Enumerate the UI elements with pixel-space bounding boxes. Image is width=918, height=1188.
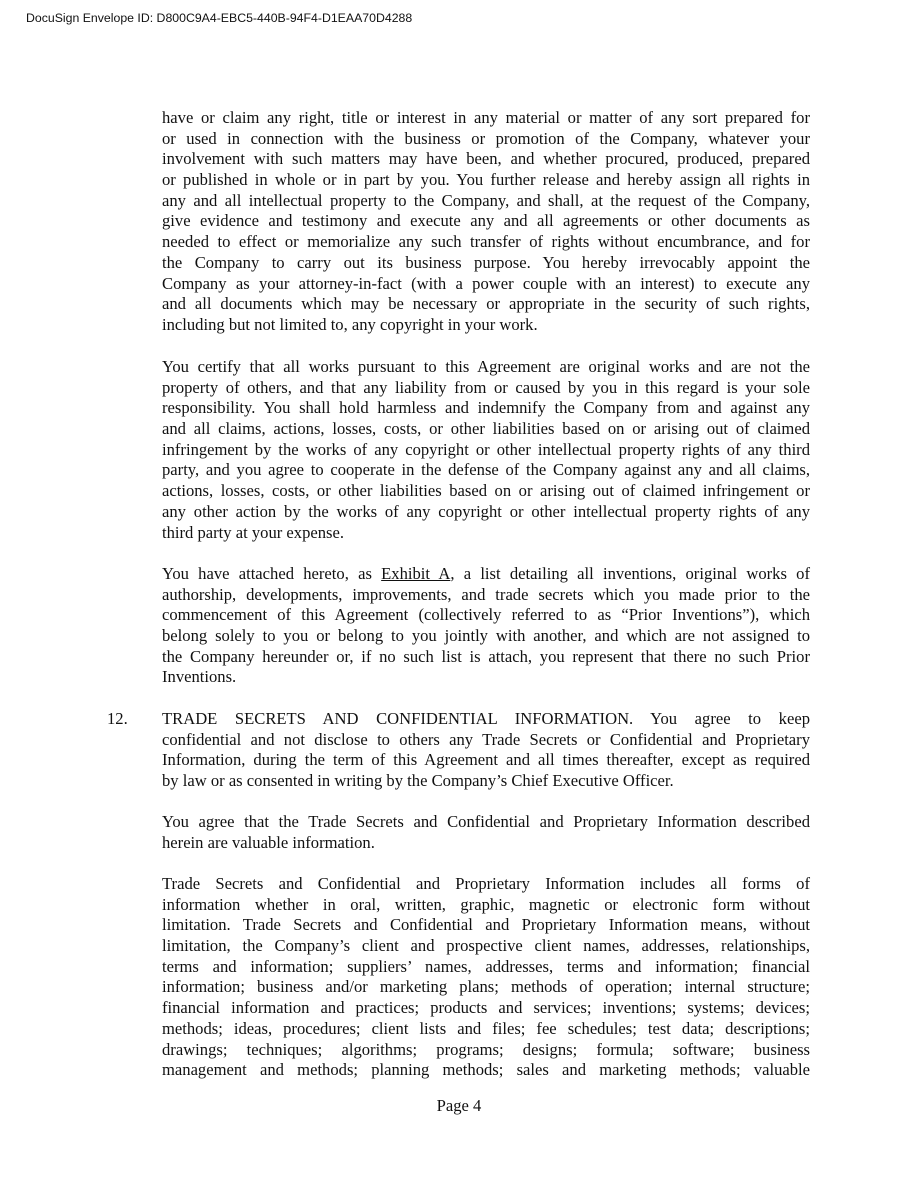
text-line: or published in whole or in part by you. You further release and hereby assign all rights in xyxy=(162,170,810,190)
text-line: management and methods; planning methods; sales and marketing methods; valuable xyxy=(162,1060,810,1080)
text-line: or used in connection with the business or promotion of the Company, whatever your xyxy=(162,128,810,148)
text-line: drawings; techniques; algorithms; programs; designs; formula; software; business xyxy=(162,1039,810,1059)
text-line: information; business and/or marketing plans; methods of operation; internal structure; xyxy=(162,977,810,997)
text-line: methods; ideas, procedures; client lists and files; fee schedules; test data; descriptions; xyxy=(162,1018,810,1038)
paragraph-ip-release xyxy=(162,108,810,336)
text-line: have or claim any right, title or interest in any material or matter of any sort prepared for xyxy=(162,108,810,127)
text-line: You agree that the Trade Secrets and Confidential and Proprietary Information described xyxy=(162,812,810,831)
text-line: give evidence and testimony and execute any and all agreements or other documents as xyxy=(162,211,810,231)
text-line xyxy=(162,564,810,585)
text-line: and all documents which may be necessary or appropriate in the security of such rights, xyxy=(162,294,810,314)
text-line: responsibility. You shall hold harmless and indemnify the Company from and against any xyxy=(162,398,810,418)
text-line: limitation. Trade Secrets and Confidential and Proprietary Information means, without xyxy=(162,915,810,935)
exhibit-a-link[interactable]: Exhibit A xyxy=(381,564,451,583)
text-line: authorship, developments, improvements, and trade secrets which you made prior to the xyxy=(162,584,810,604)
text-line: Information, during the term of this Agreement and all times thereafter, except as required xyxy=(162,750,810,770)
envelope-id-header: DocuSign Envelope ID: D800C9A4-EBC5-440B-94F4-D1EAA70D4288 xyxy=(26,11,413,25)
text-line: Company as your attorney-in-fact (with a power couple with an interest) to execute any xyxy=(162,273,810,293)
text-line: infringement by the works of any copyright or other intellectual property rights of any third xyxy=(162,439,810,459)
text-line: Inventions. xyxy=(162,667,237,687)
text-line: information whether in oral, written, graphic, magnetic or electronic form without xyxy=(162,894,810,914)
text-line: including but not limited to, any copyright in your work. xyxy=(162,314,538,334)
text-line: any other action by the works of any copyright or other intellectual property rights of any xyxy=(162,501,810,521)
text-line: third party at your expense. xyxy=(162,522,345,542)
text-line: party, and you agree to cooperate in the defense of the Company against any and all claims, xyxy=(162,460,810,480)
paragraph-original-works xyxy=(162,357,810,543)
text-line: actions, losses, costs, or other liabilities based on or arising out of claimed infringement or xyxy=(162,481,810,501)
text-line: commencement of this Agreement (collectively referred to as “Prior Inventions”), which xyxy=(162,605,810,625)
text-line: needed to effect or memorialize any such transfer of rights without encumbrance, and for xyxy=(162,232,810,252)
text-line: financial information and practices; products and services; inventions; systems; devices; xyxy=(162,998,810,1018)
text-line: TRADE SECRETS AND CONFIDENTIAL INFORMATION. You agree to keep xyxy=(162,709,810,728)
page-number: Page 4 xyxy=(436,1096,482,1115)
text-line: the Company to carry out its business purpose. You hereby irrevocably appoint the xyxy=(162,252,810,272)
section-12-trade-secrets xyxy=(162,709,810,792)
text-segment: You have attached hereto, as xyxy=(162,564,382,583)
text-line: You certify that all works pursuant to this Agreement are original works and are not the xyxy=(162,357,810,376)
text-line: by law or as consented in writing by the Company’s Chief Executive Officer. xyxy=(162,771,674,791)
text-line: property of others, and that any liability from or caused by you in this regard is your sole xyxy=(162,377,810,397)
paragraph-definition xyxy=(162,874,810,1081)
text-line: the Company hereunder or, if no such list is attach, you represent that there no such Prior xyxy=(162,646,810,666)
text-segment: , a list detailing all inventions, original works of xyxy=(450,564,810,583)
text-line: limitation, the Company’s client and prospective client names, addresses, relationships, xyxy=(162,936,810,956)
text-line: and all claims, actions, losses, costs, or other liabilities based on or arising out of claimed xyxy=(162,419,810,439)
section-number: 12. xyxy=(107,709,128,728)
text-line: herein are valuable information. xyxy=(162,832,375,852)
paragraph-prior-inventions xyxy=(162,564,810,688)
text-line: involvement with such matters may have been, and whether procured, produced, prepared xyxy=(162,149,810,169)
text-line: terms and information; suppliers’ names, addresses, terms and information; financial xyxy=(162,956,810,976)
text-line: Trade Secrets and Confidential and Proprietary Information includes all forms of xyxy=(162,874,810,893)
text-line: confidential and not disclose to others any Trade Secrets or Confidential and Proprietary xyxy=(162,729,810,749)
text-line: any and all intellectual property to the Company, and shall, at the request of the Company, xyxy=(162,190,810,210)
text-line: belong solely to you or belong to you jointly with another, and which are not assigned to xyxy=(162,626,810,646)
paragraph-valuable-information xyxy=(162,812,810,853)
